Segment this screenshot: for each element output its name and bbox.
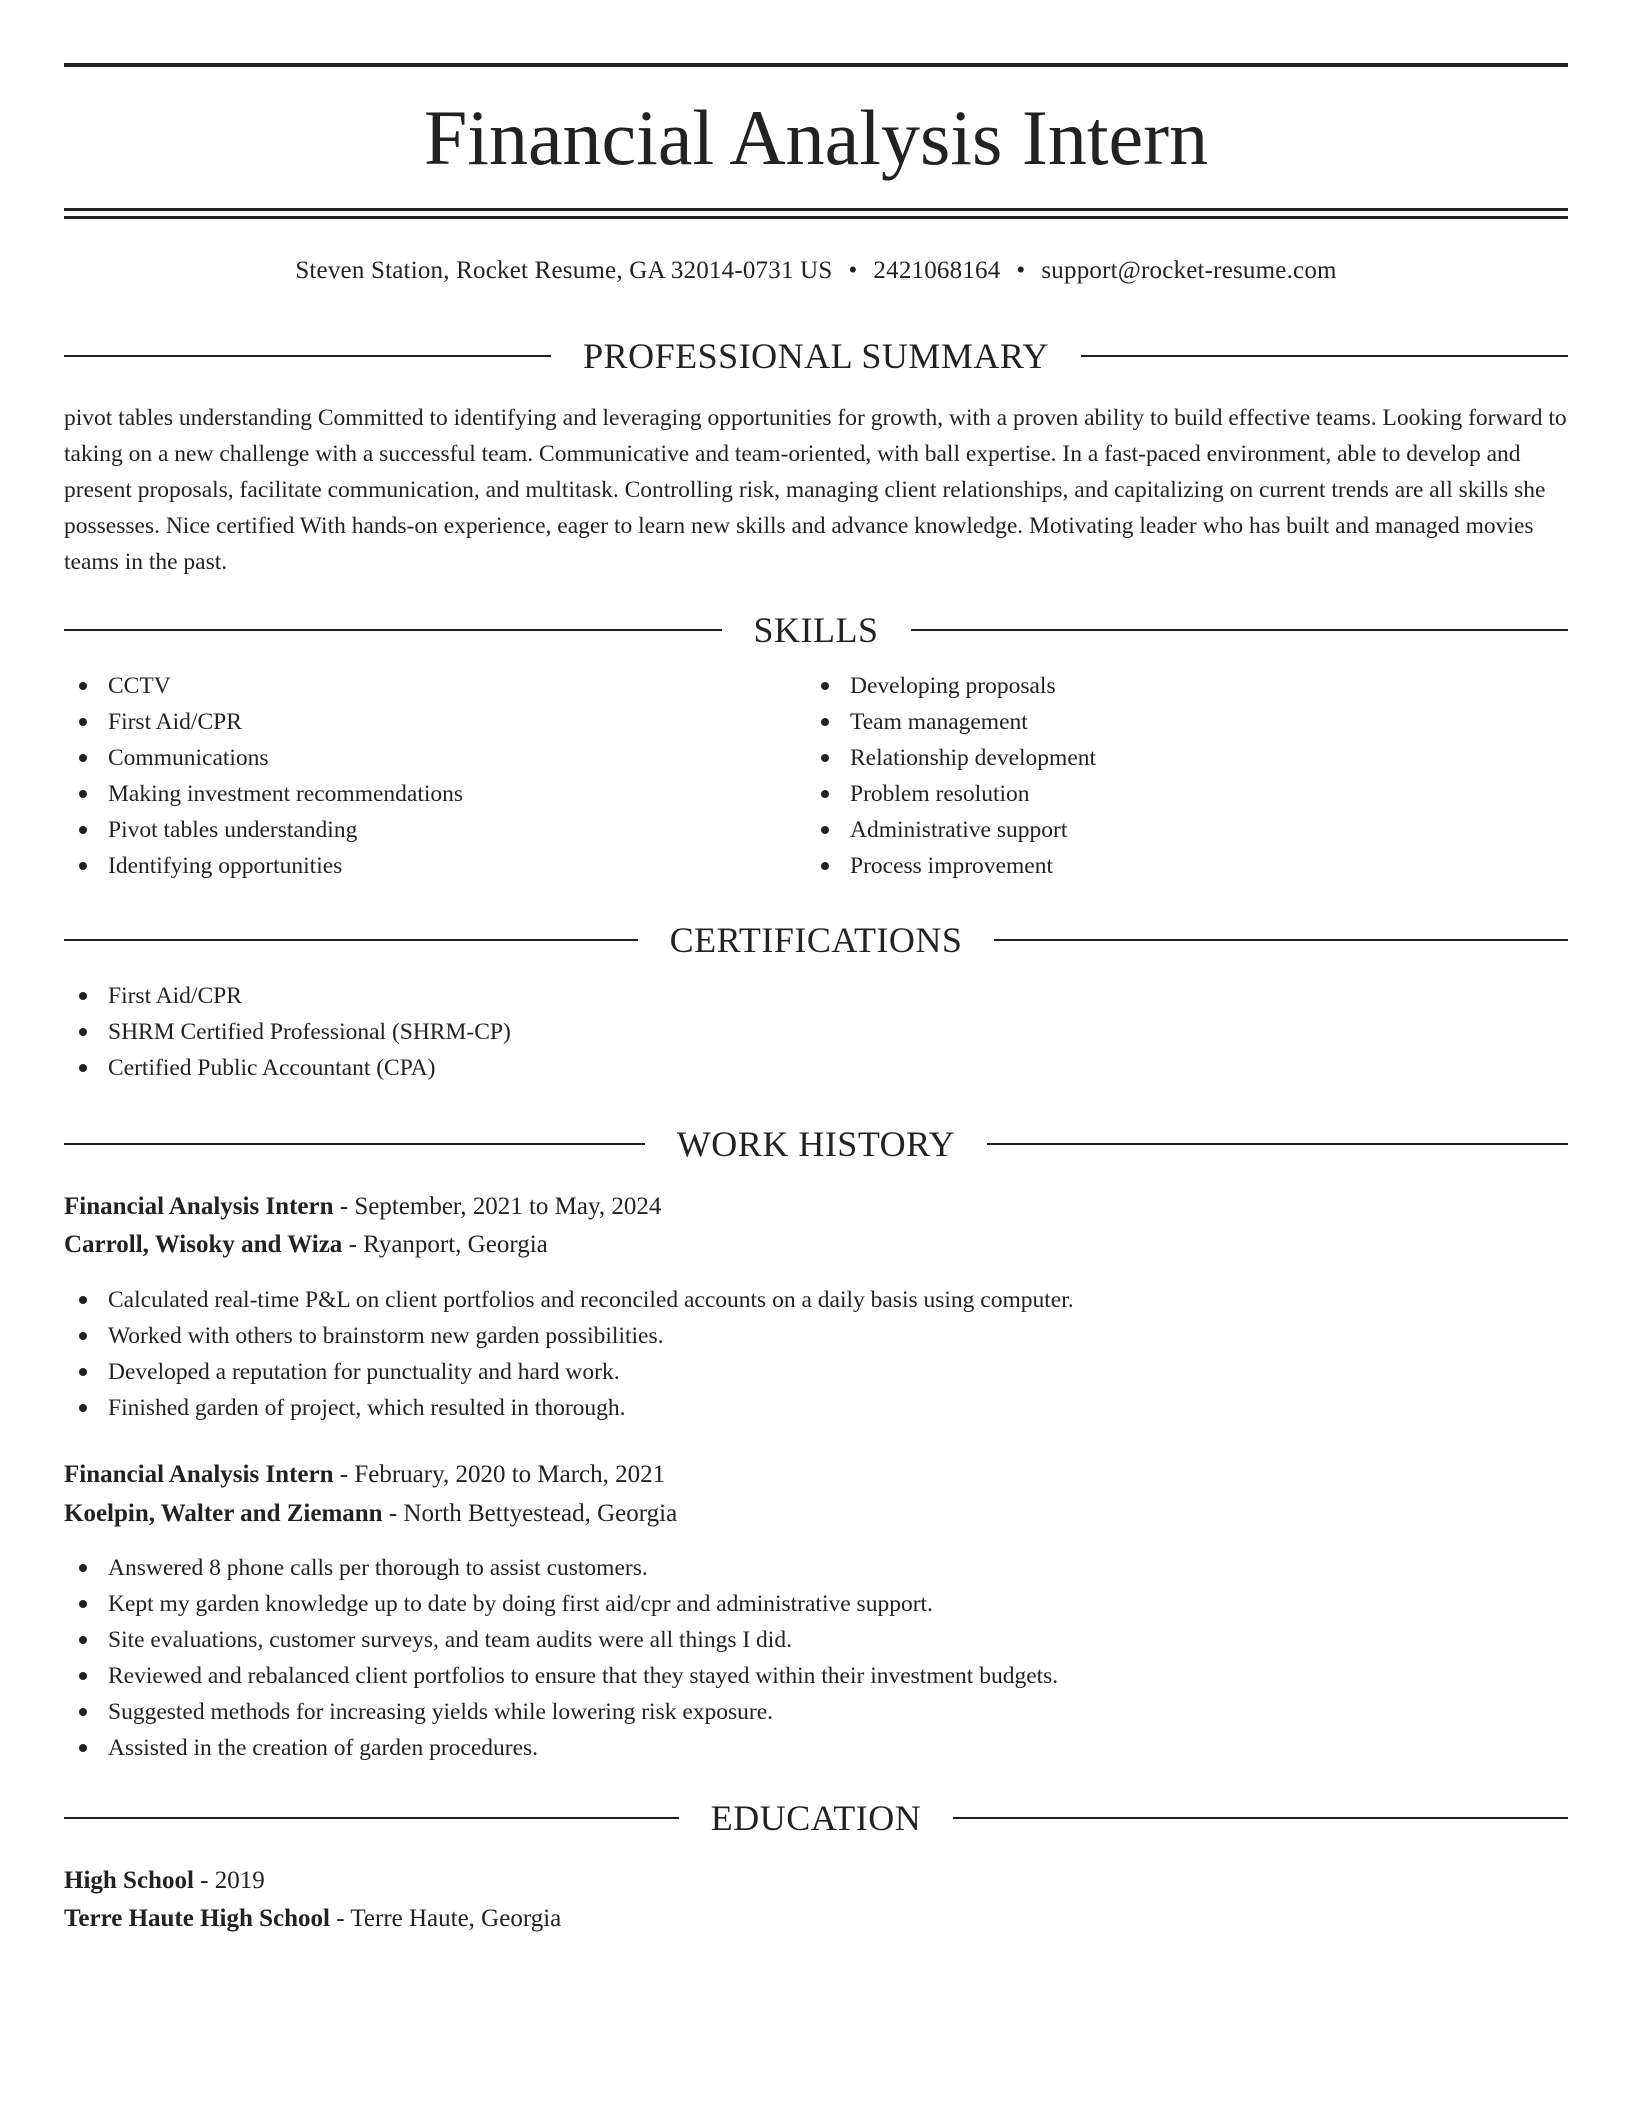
- contact-separator: •: [848, 257, 858, 284]
- job-bullet-item: Answered 8 phone calls per thorough to assist customers.: [64, 1550, 1568, 1586]
- bullet-icon: [79, 1028, 87, 1036]
- section-heading-certifications: [64, 918, 1568, 962]
- heading-title: SKILLS: [753, 610, 879, 650]
- skill-item: Process improvement: [806, 848, 1546, 884]
- skills-list-left: [64, 668, 794, 884]
- bullet-icon: [821, 718, 829, 726]
- heading-title: EDUCATION: [710, 1798, 922, 1838]
- contact-email: support@rocket-resume.com: [1041, 257, 1337, 284]
- education-school: Terre Haute High School: [64, 1905, 330, 1932]
- education-year: 2019: [214, 1867, 265, 1894]
- heading-rule-right: [987, 1143, 1568, 1145]
- skill-item: Making investment recommendations: [64, 776, 794, 812]
- contact-line: [64, 254, 1568, 288]
- bullet-icon: [79, 1564, 87, 1572]
- heading-title: CERTIFICATIONS: [669, 920, 963, 960]
- job-title: Financial Analysis Intern: [64, 1193, 334, 1220]
- header-bottom-rule-second: [64, 216, 1568, 219]
- bullet-icon: [79, 1296, 87, 1304]
- job-bullet-item: Assisted in the creation of garden procedures.: [64, 1730, 1568, 1766]
- certification-item: SHRM Certified Professional (SHRM-CP): [64, 1014, 1568, 1050]
- job-dates: September, 2021 to May, 2024: [354, 1193, 662, 1220]
- bullet-icon: [821, 862, 829, 870]
- heading-rule-right: [994, 939, 1568, 941]
- job-title-line: Financial Analysis Intern - February, 2020 to March, 2021: [64, 1461, 666, 1488]
- bullet-icon: [79, 790, 87, 798]
- skill-item: Problem resolution: [806, 776, 1546, 812]
- skill-item: Relationship development: [806, 740, 1546, 776]
- bullet-icon: [79, 1600, 87, 1608]
- heading-rule-left: [64, 1143, 645, 1145]
- heading-rule-left: [64, 1817, 679, 1819]
- job-bullet-item: Finished garden of project, which resulted in thorough.: [64, 1390, 1568, 1426]
- job-company-line: Carroll, Wisoky and Wiza - Ryanport, Georgia: [64, 1231, 548, 1258]
- heading-rule-right: [911, 629, 1569, 631]
- bullet-icon: [79, 718, 87, 726]
- education-degree: High School: [64, 1867, 194, 1894]
- bullet-icon: [79, 1064, 87, 1072]
- heading-rule-right: [1081, 355, 1568, 357]
- contact-phone: 2421068164: [873, 257, 1001, 284]
- bullet-icon: [79, 682, 87, 690]
- skills-list-right: [806, 668, 1546, 884]
- education-school-line: Terre Haute High School - Terre Haute, Georgia: [64, 1905, 562, 1932]
- heading-title: WORK HISTORY: [676, 1124, 956, 1164]
- job-bullet-item: Site evaluations, customer surveys, and team audits were all things I did.: [64, 1622, 1568, 1658]
- certification-item: First Aid/CPR: [64, 978, 1568, 1014]
- contact-address: Steven Station, Rocket Resume, GA 32014-0731 US: [295, 257, 833, 284]
- header-top-rule: [64, 63, 1568, 67]
- job-company-line: Koelpin, Walter and Ziemann - North Bettyestead, Georgia: [64, 1500, 678, 1527]
- job-location: Ryanport, Georgia: [363, 1231, 548, 1258]
- skill-item: CCTV: [64, 668, 794, 704]
- certification-item: Certified Public Accountant (CPA): [64, 1050, 1568, 1086]
- heading-rule-left: [64, 939, 638, 941]
- job-bullet-item: Suggested methods for increasing yields while lowering risk exposure.: [64, 1694, 1568, 1730]
- education-location: Terre Haute, Georgia: [350, 1905, 562, 1932]
- heading-rule-left: [64, 629, 722, 631]
- contact-separator: •: [1016, 257, 1026, 284]
- bullet-icon: [79, 826, 87, 834]
- bullet-icon: [821, 826, 829, 834]
- skill-item: Administrative support: [806, 812, 1546, 848]
- certifications-list: [64, 978, 1568, 1086]
- bullet-icon: [821, 790, 829, 798]
- skill-item: First Aid/CPR: [64, 704, 794, 740]
- section-heading-summary: [64, 334, 1568, 378]
- heading-rule-left: [64, 355, 551, 357]
- bullet-icon: [79, 1404, 87, 1412]
- bullet-icon: [79, 1744, 87, 1752]
- job-title-line: Financial Analysis Intern - September, 2021 to May, 2024: [64, 1193, 662, 1220]
- heading-rule-right: [953, 1817, 1568, 1819]
- skill-item: Identifying opportunities: [64, 848, 794, 884]
- bullet-icon: [821, 682, 829, 690]
- job-bullet-item: Calculated real-time P&L on client portfolios and reconciled accounts on a daily basis using computer.: [64, 1282, 1568, 1318]
- section-heading-skills: [64, 608, 1568, 652]
- header-bottom-rule: [64, 208, 1568, 211]
- bullet-icon: [79, 1708, 87, 1716]
- heading-title: PROFESSIONAL SUMMARY: [583, 336, 1049, 376]
- bullet-icon: [79, 1332, 87, 1340]
- bullet-icon: [79, 1672, 87, 1680]
- bullet-icon: [821, 754, 829, 762]
- job-bullet-item: Kept my garden knowledge up to date by doing first aid/cpr and administrative support.: [64, 1586, 1568, 1622]
- job-bullets: [64, 1282, 1568, 1426]
- section-heading-work-history: [64, 1122, 1568, 1166]
- skill-item: Communications: [64, 740, 794, 776]
- bullet-icon: [79, 1368, 87, 1376]
- job-company: Carroll, Wisoky and Wiza: [64, 1231, 343, 1258]
- bullet-icon: [79, 754, 87, 762]
- skill-item: Pivot tables understanding: [64, 812, 794, 848]
- resume-name: Financial Analysis Intern: [423, 94, 1209, 181]
- job-location: North Bettyestead, Georgia: [403, 1500, 678, 1527]
- bullet-icon: [79, 992, 87, 1000]
- bullet-icon: [79, 862, 87, 870]
- job-bullet-item: Worked with others to brainstorm new garden possibilities.: [64, 1318, 1568, 1354]
- job-company: Koelpin, Walter and Ziemann: [64, 1500, 383, 1527]
- job-dates: February, 2020 to March, 2021: [354, 1461, 666, 1488]
- skill-item: Team management: [806, 704, 1546, 740]
- summary-text: pivot tables understanding Committed to identifying and leveraging opportunities for growth, with a proven ability to build effective teams. Looking forward to taking on a new challenge with a successful team. Communicative and team-oriented, with ball expertise. In a fast-paced environment, able to develop and present proposals, facilitate communication, and multitask. Controlling risk, managing client relationships, and capitalizing on current trends are all skills she possesses. Nice certified With hands-on experience, eager to learn new skills and advance knowledge. Motivating leader who has built and managed movies teams in the past.: [64, 405, 1567, 575]
- job-bullets: [64, 1550, 1568, 1766]
- education-degree-line: High School - 2019: [64, 1867, 265, 1894]
- skill-item: Developing proposals: [806, 668, 1546, 704]
- bullet-icon: [79, 1636, 87, 1644]
- job-bullet-item: Developed a reputation for punctuality and hard work.: [64, 1354, 1568, 1390]
- job-bullet-item: Reviewed and rebalanced client portfolios to ensure that they stayed within their investment budgets.: [64, 1658, 1568, 1694]
- job-title: Financial Analysis Intern: [64, 1461, 334, 1488]
- section-heading-education: [64, 1796, 1568, 1840]
